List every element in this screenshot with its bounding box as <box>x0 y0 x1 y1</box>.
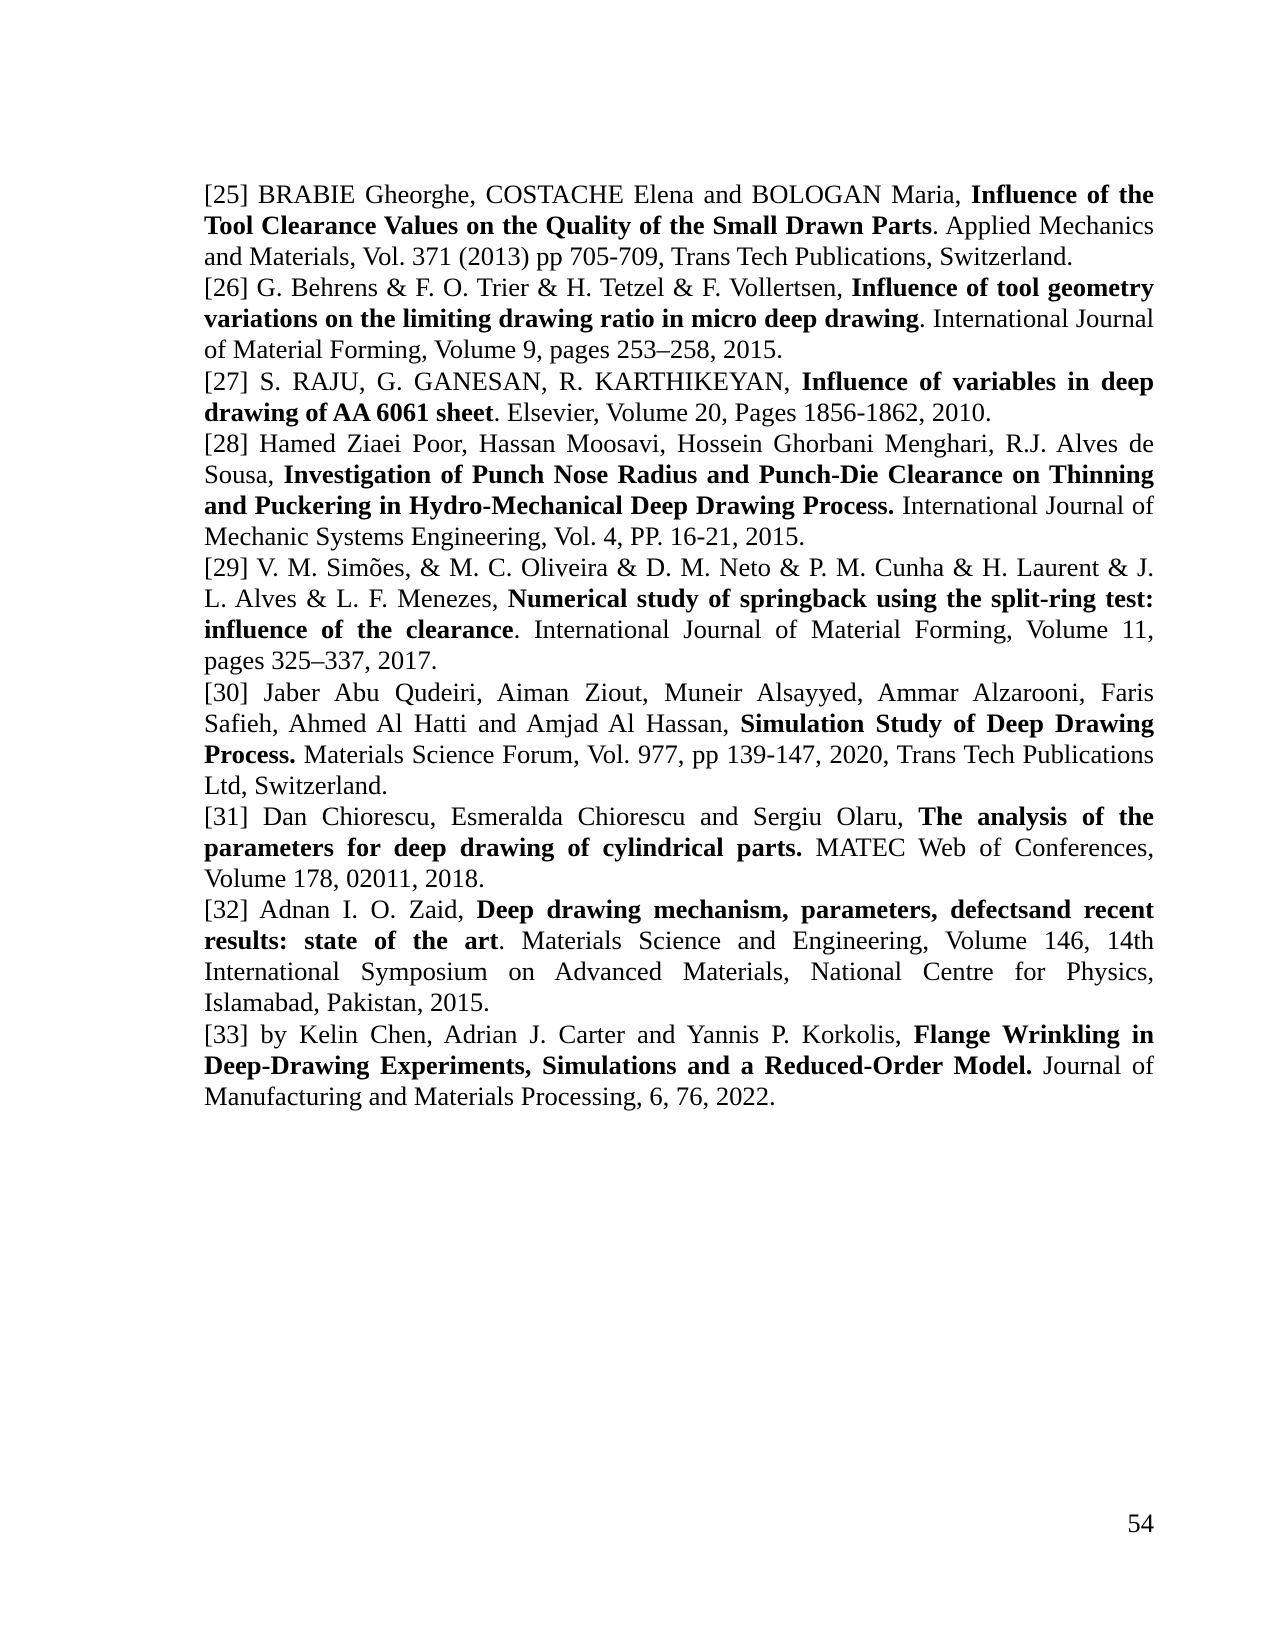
reference-text: International Journal of <box>894 489 1154 520</box>
page-number: 54 <box>1127 1508 1154 1538</box>
reference-line <box>204 1019 1154 1050</box>
reference-text: [27] S. RAJU, G. GANESAN, R. KARTHIKEYAN, <box>204 365 802 396</box>
reference-text: [32] Adnan I. O. Zaid, <box>204 894 477 925</box>
reference-line <box>204 987 1154 1018</box>
reference-line <box>204 614 1154 645</box>
reference-line <box>204 645 1154 676</box>
reference-title-text: Tool Clearance Values on the Quality of the Small Drawn Parts <box>204 210 933 241</box>
reference-text: [26] G. Behrens & F. O. Trier & H. Tetzel & F. Vollertsen, <box>204 272 852 303</box>
reference-text: MATEC Web of Conferences, <box>802 831 1154 862</box>
reference-line <box>204 894 1154 925</box>
reference-text: of Material Forming, Volume 9, pages 253–258, 2015. <box>204 334 783 365</box>
reference-text: [31] Dan Chiorescu, Esmeralda Chiorescu and Sergiu Olaru, <box>204 800 919 831</box>
reference-line <box>204 179 1154 210</box>
reference-text: International Symposium on Advanced Materials, National Centre for Physics, <box>204 956 1154 987</box>
reference-line <box>204 832 1154 863</box>
reference-text: [28] Hamed Ziaei Poor, Hassan Moosavi, Hossein Ghorbani Menghari, R.J. Alves de <box>204 427 1154 458</box>
reference-line <box>204 334 1154 365</box>
reference-text: . International Journal of Material Forming, Volume 11, <box>513 614 1154 645</box>
reference-line <box>204 490 1154 521</box>
reference-item <box>204 677 1154 801</box>
reference-line <box>204 241 1154 272</box>
reference-text: [33] by Kelin Chen, Adrian J. Carter and Yannis P. Korkolis, <box>204 1018 914 1049</box>
reference-title-text: variations on the limiting drawing ratio in micro deep drawing <box>204 303 919 334</box>
reference-title-text: Influence of the <box>970 179 1154 209</box>
reference-line <box>204 1081 1154 1112</box>
reference-text: Manufacturing and Materials Processing, 6, 76, 2022. <box>204 1080 776 1111</box>
reference-line <box>204 863 1154 894</box>
reference-text: Ltd, Switzerland. <box>204 769 388 800</box>
reference-item <box>204 366 1154 428</box>
reference-text: pages 325–337, 2017. <box>204 645 438 676</box>
reference-line <box>204 521 1154 552</box>
reference-line <box>204 708 1154 739</box>
reference-text: . International Journal <box>918 303 1154 334</box>
reference-title-text: Deep-Drawing Experiments, Simulations and a Reduced-Order Model. <box>204 1049 1033 1080</box>
reference-title-text: Process. <box>204 738 296 769</box>
reference-text: [29] V. M. Simões, & M. C. Oliveira & D. M. Neto & P. M. Cunha & H. Laurent & J. <box>204 552 1154 583</box>
reference-line <box>204 1050 1154 1081</box>
reference-title-text: parameters for deep drawing of cylindrical parts. <box>204 831 803 862</box>
reference-line <box>204 428 1154 459</box>
reference-title-text: Influence of variables in deep <box>801 365 1154 396</box>
reference-line <box>204 956 1154 987</box>
reference-title-text: Influence of tool geometry <box>851 272 1154 303</box>
reference-line <box>204 366 1154 397</box>
reference-text: Islamabad, Pakistan, 2015. <box>204 987 490 1018</box>
reference-text: Journal of <box>1032 1049 1154 1080</box>
reference-title-text: results: state of the art <box>204 925 499 956</box>
reference-text: . Materials Science and Engineering, Volume 146, 14th <box>498 925 1155 956</box>
reference-title-text: Investigation of Punch Nose Radius and Punch-Die Clearance on Thinning <box>283 458 1154 489</box>
reference-line <box>204 925 1154 956</box>
reference-line <box>204 210 1154 241</box>
reference-text: Sousa, <box>204 458 284 489</box>
reference-item <box>204 801 1154 894</box>
reference-text: Mechanic Systems Engineering, Vol. 4, PP. 16-21, 2015. <box>204 521 806 552</box>
reference-text: and Materials, Vol. 371 (2013) pp 705-709, Trans Tech Publications, Switzerland. <box>204 241 1074 272</box>
reference-line <box>204 739 1154 770</box>
reference-title-text: and Puckering in Hydro-Mechanical Deep Drawing Process. <box>204 489 895 520</box>
reference-text: Safieh, Ahmed Al Hatti and Amjad Al Hassan, <box>204 707 741 738</box>
reference-item <box>204 894 1154 1018</box>
reference-title-text: Flange Wrinkling in <box>913 1018 1154 1049</box>
reference-item <box>204 1019 1154 1112</box>
reference-text: [25] BRABIE Gheorghe, COSTACHE Elena and BOLOGAN Maria, <box>204 179 971 209</box>
reference-text: L. Alves & L. F. Menezes, <box>204 583 508 614</box>
reference-line <box>204 770 1154 801</box>
reference-title-text: Numerical study of springback using the split-ring test: <box>507 583 1155 614</box>
reference-title-text: The analysis of the <box>918 800 1154 831</box>
reference-line <box>204 677 1154 708</box>
reference-item <box>204 272 1154 365</box>
reference-text: . Applied Mechanics <box>932 210 1154 241</box>
reference-item <box>204 428 1154 552</box>
reference-item <box>204 552 1154 676</box>
reference-line <box>204 552 1154 583</box>
reference-title-text: Deep drawing mechanism, parameters, defectsand recent <box>476 894 1154 925</box>
reference-line <box>204 397 1154 428</box>
reference-title-text: Simulation Study of Deep Drawing <box>740 707 1154 738</box>
reference-line <box>204 459 1154 490</box>
reference-line <box>204 801 1154 832</box>
reference-text: . Elsevier, Volume 20, Pages 1856-1862, 2010. <box>493 396 992 427</box>
reference-text: [30] Jaber Abu Qudeiri, Aiman Ziout, Muneir Alsayyed, Ammar Alzarooni, Faris <box>204 676 1154 707</box>
reference-line <box>204 303 1154 334</box>
reference-line <box>204 272 1154 303</box>
references-list <box>204 179 1154 1112</box>
reference-title-text: influence of the clearance <box>204 614 514 645</box>
reference-text: Materials Science Forum, Vol. 977, pp 139-147, 2020, Trans Tech Publications <box>295 738 1154 769</box>
reference-item <box>204 179 1154 272</box>
reference-text: Volume 178, 02011, 2018. <box>204 863 485 894</box>
reference-line <box>204 583 1154 614</box>
reference-title-text: drawing of AA 6061 sheet <box>204 396 494 427</box>
